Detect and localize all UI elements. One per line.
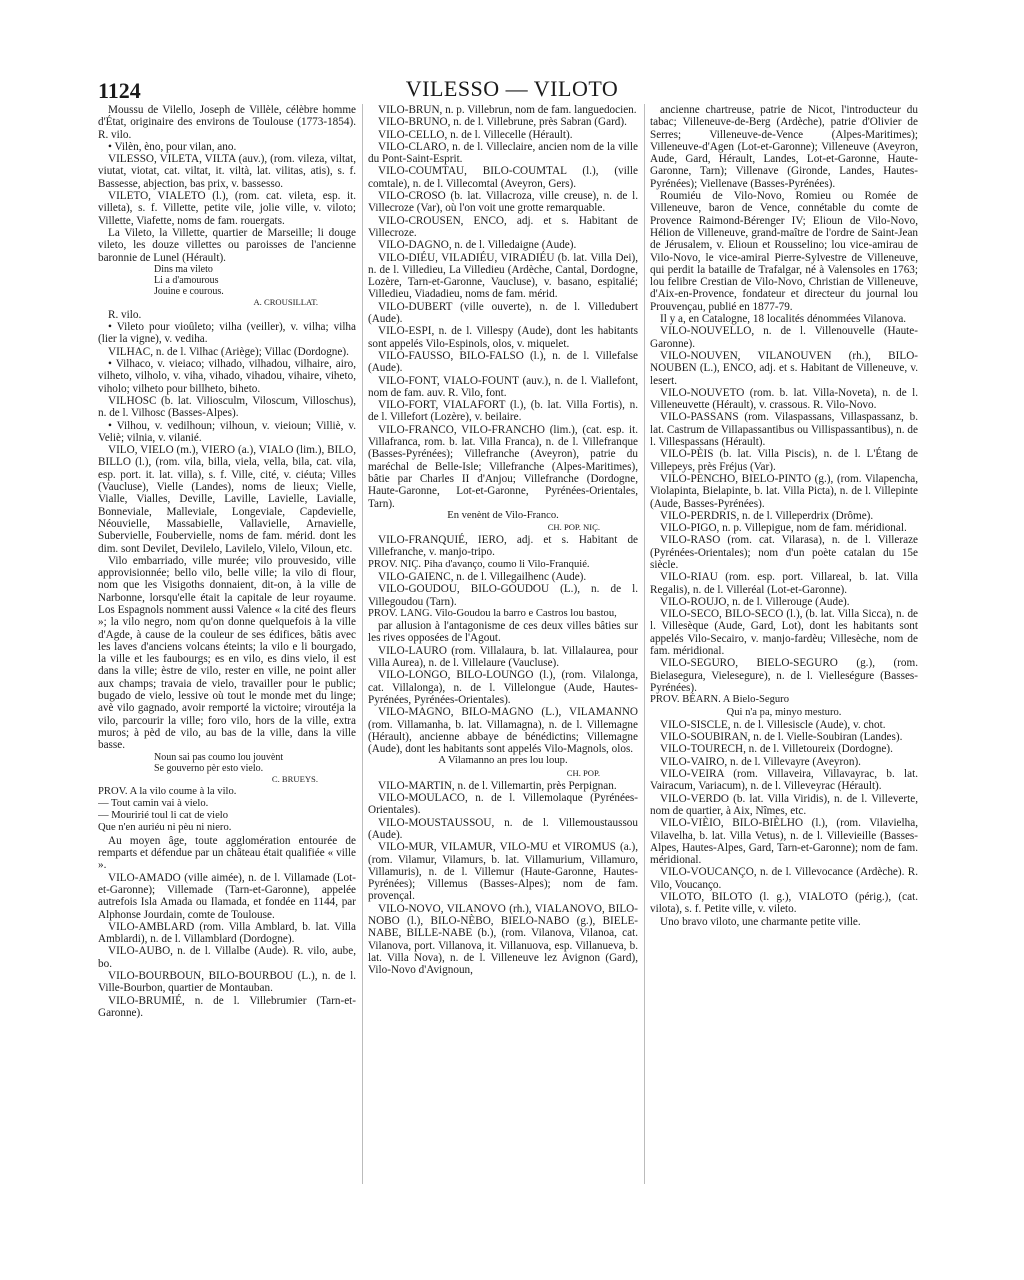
proverb-line: PROV. A la vilo coume à la vilo. xyxy=(98,785,237,797)
citation: C. BRUEYS. xyxy=(271,773,318,784)
entry: VILESSO, VILETA, VILTA (auv.), (rom. vileza, viltat, viutat, viotat, cat. viltat, it. viltà, lat. vilitas, atis), s. f. Bassesse, abjection, bas prix, v. bassesso. xyxy=(98,153,356,190)
verse-line: En venènt de Vilo-Franco. xyxy=(447,509,559,521)
entry: VILO-LONGO, BILO-LOUNGO (l.), (rom. Vilalonga, cat. Villalonga), n. de l. Villelongue (Aude, Hautes-Pyrénées, Pyrénées-Orientales). xyxy=(368,669,638,706)
entry: VILO-DUBERT (ville ouverte), n. de l. Villedubert (Aude). xyxy=(368,300,638,326)
column-3 xyxy=(650,104,918,1184)
column-2 xyxy=(368,104,638,1184)
entry: • Vilhou, v. vedilhoun; vilhoun, v. vieioun; Villiè, v. Veliè; vilnia, v. vilanié. xyxy=(98,419,356,444)
entry: VILO-ESPI, n. de l. Villespy (Aude), dont les habitants sont appelés Vilo-Espinols, olos, v. miquelet. xyxy=(368,325,638,350)
entry: VILOTO, BILOTO (l. g.), VIALOTO (périg.), (cat. vilota), s. f. Petite ville, v. vileto. xyxy=(650,891,918,916)
entry: VILO-SOUBIRAN, n. de l. Vielle-Soubiran (Landes). xyxy=(660,731,903,744)
entry: VILO-AMADO (ville aimée), n. de l. Villamade (Lot-et-Garonne); Villemade (Tarn-et-Garonne), appelée autrefois Isla Amada ou Ilamada, et fondée en 1144, par Alphonse Jourdain, comte de Toulouse. xyxy=(98,871,356,921)
citation: CH. POP. NIÇ. xyxy=(547,522,600,533)
entry: ancienne chartreuse, patrie de Nicot, l'introducteur du tabac; Villeneuve-de-Berg (Ardèche), patrie d'Olivier de Serres; Villeneuve-de-Vence (Alpes-Maritimes); Villeneuve-d'Agen (Lot-et-Garonne); Villeneuve (Aveyron, Aude, Gard, Hérault, Landes, Lot-et-Garonne, Haute-Garonne, Tarn); Villenave (Gironde, Landes, Hautes-Pyrénées); Viellenave (Basses-Pyrénées). xyxy=(650,104,918,190)
entry: Il y a, en Catalogne, 18 localités dénommées Vilanova. xyxy=(660,313,907,326)
entry: VILO-SECO, BILO-SECO (l.), (b. lat. Villa Sicca), n. de l. Villesèque (Aude, Gard, Lot), dont les habitants sont appelés Vilo-Secairo, v. manjo-fardèu; Villesèche, nom de fam. méridional. xyxy=(650,608,918,658)
proverb-line: PROV. NIÇ. Piha d'avanço, coumo li Vilo-Franquié. xyxy=(368,558,590,570)
entry: par allusion à l'antagonisme de ces deux villes bâties sur les rives opposées de l'Agout. xyxy=(368,620,638,645)
entry: VILO-RASO (rom. cat. Vilarasa), n. de l. Villeraze (Pyrénées-Orientales); nom d'un poète catalan du 15e siècle. xyxy=(650,534,918,571)
entry: VILO-VOUCANÇO, n. de l. Villevocance (Ardèche). R. Vilo, Voucanço. xyxy=(650,866,918,891)
entry: VILO-MOUSTAUSSOU, n. de l. Villemoustaussou (Aude). xyxy=(368,816,638,841)
entry: VILO-VEIRA (rom. Villaveira, Villavayrac, b. lat. Vairacum, Variacum), n. de l. Villeveyrac (Hérault). xyxy=(650,768,918,793)
verse-line: Li a d'amourous xyxy=(154,274,219,286)
entry: VILO-NOUVETO (rom. b. lat. Villa-Noveta), n. de l. Villeneuvette (Hérault), v. crassous. R. Vilo-Novo. xyxy=(650,386,918,412)
entry: • Vilhaco, v. vieiaco; vilhado, vilhadou, vilhaire, airo, vilheto, vilholo, v. viha, vihado, vihadou, vihaire, viheto, viholo; vilheto pour billheto, biheto. xyxy=(98,358,356,395)
proverb-line: — Mouririé toul li cat de vielo xyxy=(98,810,229,822)
entry: La Vileto, la Villette, quartier de Marseille; li douge vileto, les douze villettes ou paroisses de l'ancienne baronnie de Lunel (Hérault). xyxy=(98,226,356,264)
entry: VILO-TOURECH, n. de l. Villetoureix (Dordogne). xyxy=(660,743,893,756)
entry: VILO-PERDRIS, n. de l. Villeperdrix (Drôme). xyxy=(660,509,874,522)
entry: VILO-ROUJO, n. de l. Villerouge (Aude). xyxy=(660,595,850,608)
entry: VILO-BOURBOUN, BILO-BOURBOU (L.), n. de l. Ville-Bourbon, quartier de Montauban. xyxy=(98,970,356,995)
column-divider xyxy=(644,104,645,1184)
entry: VILO-LAURO (rom. Villalaura, b. lat. Villalaurea, pour Villa Aurea), n. de l. Villelaure (Vaucluse). xyxy=(368,644,638,670)
entry: VILHAC, n. de l. Vilhac (Ariège); Villac (Dordogne). xyxy=(108,345,349,358)
entry: VILO-NOUVEN, VILANOUVEN (rh.), BILO-NOUBEN (L.), ENCO, adj. et s. Habitant de Villeneuve, v. lesert. xyxy=(650,349,918,387)
proverb-line: Qui n'a pa, minyo mesturo. xyxy=(726,706,842,718)
entry: VILO-GOUDOU, BILO-GOUDOU (L.), n. de l. Villegoudou (Tarn). xyxy=(368,583,638,608)
verse-line: A Vilamanno an pres lou loup. xyxy=(438,755,568,767)
entry: VILO-PIGO, n. p. Villepigue, nom de fam. méridional. xyxy=(660,522,907,535)
proverb-line: Que n'en auriéu ni pèu ni niero. xyxy=(98,822,232,834)
entry: VILO-AMBLARD (rom. Villa Amblard, b. lat. Villa Amblardi), n. de l. Villamblard (Dordogne). xyxy=(98,920,356,946)
entry: VILO-CROUSEN, ENCO, adj. et s. Habitant de Villecroze. xyxy=(368,214,638,239)
entry: VILO-FRANQUIÉ, IERO, adj. et s. Habitant de Villefranche, v. manjo-tripo. xyxy=(368,534,638,559)
entry: VILO-VIÈIO, BILO-BIÈLHO (l.), (rom. Vilavielha, Vilavelha, b. lat. Villa Vetus), n. de l. Villevieille (Basses-Alpes, Hautes-Alpes, Gard, Tarn-et-Garonne); nom de fam. méridional. xyxy=(650,817,918,867)
entry: VILO-COUMTAU, BILO-COUMTAL (l.), (ville comtale), n. de l. Villecomtal (Aveyron, Gers). xyxy=(368,165,638,190)
entry: VILO-MOULACO, n. de l. Villemolaque (Pyrénées-Orientales). xyxy=(368,792,638,817)
page-title: VILESSO — VILOTO xyxy=(405,76,619,101)
entry: VILO-RIAU (rom. esp. port. Villareal, b. lat. Villa Regalis), n. de l. Villeréal (Lot-et-Garonne). xyxy=(650,571,918,596)
citation: A. CROUSILLAT. xyxy=(253,296,318,307)
verse-line: Noun sai pas coumo lou jouvènt xyxy=(154,751,284,763)
verse-line: Se gouverno pèr esto vielo. xyxy=(154,762,264,774)
verse-line: Jouine e courous. xyxy=(154,285,224,297)
entry: VILO-NOUVELLO, n. de l. Villenouvelle (Haute-Garonne). xyxy=(650,325,918,350)
entry: VILO-CROSO (b. lat. Villacroza, ville creuse), n. de l. Villecroze (Var), où l'on voit une grotte remarquable. xyxy=(368,190,638,215)
entry: Roumiéu de Vilo-Novo, Romieu ou Romée de Villeneuve, baron de Vence, connétable du comte de Provence Raimond-Bérenger IV; Elioun de Vilo-Novo, Hélion de Villeneuve, grand-maître de l'ordre de Saint-Jean de Jérusalem, v. Elioun et Rousselino; lou vice-amirau de Vilo-Novo, le vice-amiral Pierre-Sylvestre de Villeneuve, qui perdit la bataille de Trafalgar, né à Valensoles en 1763; lou felibre Crestian de Vilo-Novo, Christian de Villeneuve, d'Aix-en-Provence, fondateur et directeur du journal lou Prouvençau, publié en 1877-79. xyxy=(650,190,918,313)
entry: Moussu de Vilello, Joseph de Villèle, célèbre homme d'État, originaire des environs de Toulouse (1773-1854). R. vilo. xyxy=(98,104,356,141)
entry: • Vilèn, èno, pour vilan, ano. xyxy=(108,140,237,153)
entry: VILO-FRANCO, VILO-FRANCHO (lim.), (cat. esp. it. Villafranca, rom. b. lat. Villa Franca), n. de l. Villefranque (Basses-Pyrénées); Villefranche (Aveyron), patrie du maréchal de Belle-Isle; Villefranche (Alpes-Maritimes), bâtie par Charles II d'Anjou; Villefranche (Dordogne, Haute-Garonne, Lot-et-Garonne, Pyrénées-Orientales, Tarn). xyxy=(368,423,638,510)
entry: VILO-PÈIS (b. lat. Villa Piscis), n. de l. L'Étang de Villepeys, près Fréjus (Var). xyxy=(650,448,918,473)
entry: VILO-SISCLE, n. de l. Villesiscle (Aude), v. chot. xyxy=(660,718,886,731)
entry: VILO-NOVO, VILANOVO (rh.), VIALANOVO, BILO-NOBO (l.), BILO-NÈBO, BIELO-NABO (g.), BIELE-NABE, BILLE-NABE (b.), (rom. Vilanova, Vilanoa, cat. Vilanova, port. Villanova, it. Villanuova, esp. Villanueva, b. lat. Villa Nova), n. de l. Villeneuve lez Avignon (Gard), Vilo-Novo d'Avignoun, xyxy=(368,902,638,977)
entry: R. vilo. xyxy=(108,308,142,321)
entry: VILO-DIÉU, VILADIÉU, VIRADIÉU (b. lat. Villa Dei), n. de l. Villedieu, La Villedieu (Ardèche, Cantal, Dordogne, Lozère, Tarn-et-Garonne, Vaucluse), v. basano, espitalié; Villedieu, Viadadieu, noms de fam. mérid. xyxy=(368,251,638,301)
entry: VILO-VAIRO, n. de l. Villevayre (Aveyron). xyxy=(660,755,861,768)
entry: VILO-AUBO, n. de l. Villalbe (Aude). R. vilo, aube, bo. xyxy=(98,945,356,970)
entry: VILO-GAIENC, n. de l. Villegailhenc (Aude). xyxy=(378,570,587,583)
entry: VILO-PASSANS (rom. Vilaspassans, Villaspassanz, b. lat. Castrum de Villapassantibus ou Villispassantibus), n. de l. Villespassans (Hérault). xyxy=(650,411,918,449)
entry: VILO-BRUN, n. p. Villebrun, nom de fam. languedocien. xyxy=(378,104,637,116)
entry: VILO-FORT, VIALAFORT (l.), (b. lat. Villa Fortis), n. de l. Villefort (Lozère), v. beilaire. xyxy=(368,399,638,424)
entry: VILO-FONT, VIALO-FOUNT (auv.), n. de l. Viallefont, nom de fam. auv. R. Vilo, font. xyxy=(368,374,638,399)
entry: • Vileto pour vioûleto; vilha (veiller), v. vilha; vilha (lier la vigne), v. vediha. xyxy=(98,321,356,346)
entry: VILO-CELLO, n. de l. Villecelle (Hérault). xyxy=(378,128,573,141)
entry: Au moyen âge, toute agglomération entourée de remparts et défendue par un château était qualifiée « ville ». xyxy=(98,834,356,872)
entry: Vilo embarriado, ville murée; vilo prouvesido, ville approvisionnée; bello vilo, belle ville; la vilo di flour, nom que les Visigoths donnaient, dit-on, à la ville de Narbonne, lorsqu'elle était la capitale de leur royaume. Los Espagnols nomment aussi Valence « la cité des fleurs »; la vilo negro, nom qu'on donne quelquefois à la ville d'Agde, à cause de la couleur de ses édifices, bâtis avec les laves d'anciens volcans éteints; la vilo e li bourgado, la ville et les faubourgs; es en vilo, es dins vielo, il est dans la ville; èstre de vilo, rester en ville, ne point aller aux champs; travaia de vielo, travailler pour le public; bugado de vielo, lessive où tout le monde met du linge; avè vilo gagnado, avoir remporté la victoire; viroutéja la vilo, parcourir la ville; foro vilo, hors de la ville, extra muros; à pèd de vilo, au bas de la ville, dans la ville basse. xyxy=(98,554,356,752)
entry: VILO-MARTIN, n. de l. Villemartin, près Perpignan. xyxy=(378,779,617,792)
entry: VILO-VERDO (b. lat. Villa Viridis), n. de l. Villeverte, nom de quartier, à Aix, Nîmes, etc. xyxy=(650,792,918,817)
column-divider xyxy=(362,104,363,1184)
proverb-line: PROV. LANG. Vilo-Goudou la barro e Castros lou bastou, xyxy=(368,607,617,619)
entry: VILO-BRUMIÉ, n. de l. Villebrumier (Tarn-et-Garonne). xyxy=(98,994,356,1019)
entry: VILO-DAGNO, n. de l. Villedaigne (Aude). xyxy=(378,239,577,252)
entry: VILO-SEGURO, BIELO-SEGURO (g.), (rom. Bielasegura, Vielesegure), n. de l. Vielleségure (Basses-Pyrénées). xyxy=(650,657,918,694)
entry: VILO-MUR, VILAMUR, VILO-MU et VIROMUS (a.), (rom. Vilamur, Vilamurs, b. lat. Villamurium, Villamuro, Villamuris), n. de l. Villemur (Haute-Garonne, Hautes-Pyrénées); Villemus (Basses-Alpes); nom de fam. provençal. xyxy=(368,841,638,903)
citation: CH. POP. xyxy=(566,767,600,778)
entry: VILO-PENCHO, BIELO-PINTO (g.), (rom. Vilapencha, Violapinta, Bielapinte, b. lat. Villa Picta), n. de l. Villepinte (Aude, Basses-Pyrénées). xyxy=(650,472,918,510)
proverb-line: — Tout camin vai à vielo. xyxy=(98,797,209,809)
entry: VILHOSC (b. lat. Viliosculm, Viloscum, Villoschus), n. de l. Vilhosc (Basses-Alpes). xyxy=(98,394,356,420)
entry: VILO-MAGNO, BILO-MAGNO (L.), VILAMANNO (rom. Villamanha, b. lat. Villamagna), n. de l. Villemagne (Hérault), ancienne abbaye de bénédictins; Villemagne (Aude), dont les habitants sont appelés Vilo-Magnols, olos. xyxy=(368,706,638,756)
column-1 xyxy=(98,104,356,1184)
entry: Uno bravo viloto, une charmante petite ville. xyxy=(660,915,861,928)
entry: VILETO, VIALETO (l.), (rom. cat. vileta, esp. it. villeta), s. f. Villette, petite vile, jolie ville, v. viloto; Villette, Viafette, noms de fam. rouergats. xyxy=(98,190,356,227)
entry: VILO-CLARO, n. de l. Villeclaire, ancien nom de la ville du Pont-Saint-Esprit. xyxy=(368,140,638,166)
entry: VILO-FAUSSO, BILO-FALSO (l.), n. de l. Villefalse (Aude). xyxy=(368,349,638,375)
entry: VILO, VIELO (m.), VIERO (a.), VIALO (lim.), BILO, BILLO (l.), (rom. vila, billa, viela, vella, bila, cat. vila, esp. port. it. lat. villa), s. f. Ville, cité, v. ciéuta; Villes (Vaucluse), Vielle (Landes), noms de lieux; Vielle, Vialle, Vialles, Deville, Laville, Lavielle, Lavialle, Bonneviale, Malleviale, Longeviale, Capdevielle, Néouvielle, Massabielle, Vallavielle, Arnavielle, Subervielle, Foubervielle, noms de fam. mérid. dont les dim. sont Devilet, Devilelo, Lavilelo, Vilelo, Viloun, etc. xyxy=(98,444,356,555)
page-number: 1124 xyxy=(98,78,141,103)
verse-line: Dins ma vileto xyxy=(154,263,213,275)
proverb-line: PROV. BÉARN. A Bielo-Seguro xyxy=(650,694,790,706)
entry: VILO-BRUNO, n. de l. Villebrune, près Sabran (Gard). xyxy=(378,116,627,129)
